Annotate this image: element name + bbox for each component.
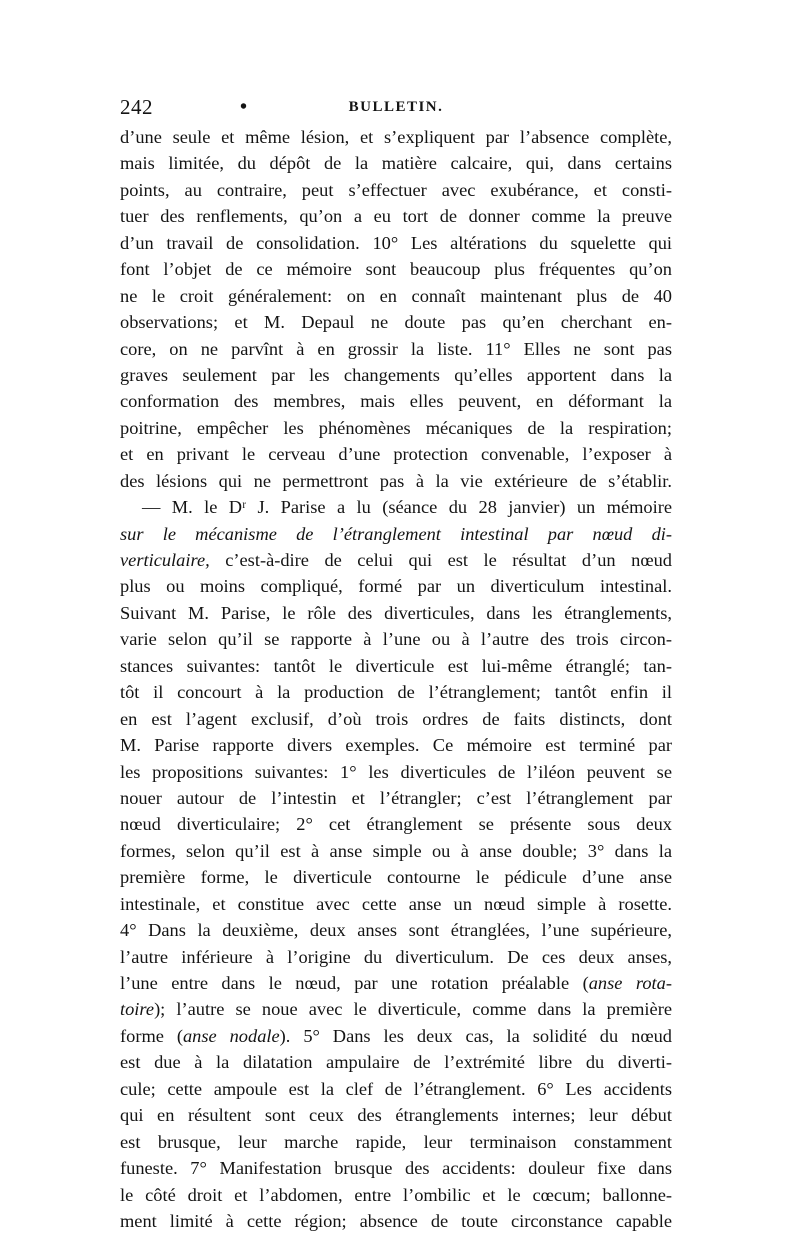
memoir-title-italic: sur le mécanisme de l’étranglement intestinal par nœud di- — [120, 523, 672, 544]
text-line: graves seulement par les changements qu’elles apportent dans la — [120, 364, 672, 385]
term-italic: anse rota- — [588, 973, 672, 993]
text-line: M. Parise rapporte divers exemples. Ce mémoire est terminé par — [120, 735, 672, 756]
text-line: et en privant le cerveau d’une protection convenable, l’exposer à — [120, 444, 672, 465]
text-line: mais limitée, du dépôt de la matière calcaire, qui, dans certains — [120, 153, 672, 174]
text-line: 4° Dans la deuxième, deux anses sont étranglées, l’une supérieure, — [120, 920, 672, 941]
text-line: formes, selon qu’il est à anse simple ou à anse double; 3° dans la — [120, 840, 672, 861]
text-line: ment limité à cette région; absence de toute circonstance capable — [120, 1210, 672, 1231]
header-separator-dot: • — [240, 96, 248, 118]
paragraph-start-line: — M. le Dʳ J. Parise a lu (séance du 28 janvier) un mémoire — [142, 497, 672, 518]
text-line: tôt il concourt à la production de l’étranglement; tantôt enfin il — [120, 682, 672, 703]
text-line: forme (anse nodale). 5° Dans les deux cas, la solidité du nœud — [120, 1025, 672, 1046]
text-line: plus ou moins compliqué, formé par un diverticulum intestinal. — [120, 576, 672, 597]
text-line: nœud diverticulaire; 2° cet étranglement se présente sous deux — [120, 814, 672, 835]
body-text — [120, 124, 672, 1234]
text-line: observations; et M. Depaul ne doute pas qu’en cherchant en- — [120, 312, 672, 333]
running-head — [120, 92, 672, 122]
text-line: en est l’agent exclusif, d’où trois ordres de faits distincts, dont — [120, 708, 672, 729]
text-line: funeste. 7° Manifestation brusque des accidents: douleur fixe dans — [120, 1158, 672, 1179]
text-line: conformation des membres, mais elles peuvent, en déformant la — [120, 391, 672, 412]
text-line: verticulaire, c’est-à-dire de celui qui est le résultat d’un nœud — [120, 550, 672, 570]
text-line: d’un travail de consolidation. 10° Les altérations du squelette qui — [120, 232, 672, 253]
text-line — [120, 521, 672, 547]
text-line: des lésions qui ne permettront pas à la vie extérieure de s’établir. — [120, 470, 672, 491]
memoir-title-italic: verticulaire, — [120, 550, 210, 570]
term-italic: toire — [120, 999, 155, 1020]
text-line: est brusque, leur marche rapide, leur terminaison constamment — [120, 1131, 672, 1152]
text-line: ne le croit généralement: on en connaît maintenant plus de 40 — [120, 285, 672, 306]
text-line: nouer autour de l’intestin et l’étrangler; c’est l’étranglement par — [120, 787, 672, 808]
book-page — [120, 92, 672, 1234]
text-line: font l’objet de ce mémoire sont beaucoup plus fréquentes qu’on — [120, 259, 672, 280]
text-line: d’une seule et même lésion, et s’expliquent par l’absence complète, — [120, 127, 672, 147]
text-line: première forme, le diverticule contourne le pédicule d’une anse — [120, 867, 672, 888]
page-number: 242 — [120, 95, 153, 119]
running-title: BULLETIN. — [348, 99, 444, 115]
text-line: qui en résultent sont ceux des étranglements internes; leur début — [120, 1105, 672, 1126]
text-line: le côté droit et l’abdomen, entre l’ombilic et le cœcum; ballonne- — [120, 1184, 672, 1205]
text-line: stances suivantes: tantôt le diverticule est lui-même étranglé; tan- — [120, 655, 672, 676]
text-line: varie selon qu’il se rapporte à l’une ou à l’autre des trois circon- — [120, 629, 672, 650]
term-italic: anse nodale — [182, 1025, 280, 1046]
text-line: core, on ne parvînt à en grossir la liste. 11° Elles ne sont pas — [120, 338, 672, 359]
text-line: cule; cette ampoule est la clef de l’étranglement. 6° Les accidents — [120, 1078, 672, 1099]
text-line: toire); l’autre se noue avec le diverticule, comme dans la première — [120, 999, 672, 1020]
text-line: l’autre inférieure à l’origine du diverticulum. De ces deux anses, — [120, 946, 672, 967]
text-line: points, au contraire, peut s’effectuer avec exubérance, et consti- — [120, 179, 672, 200]
text-line: les propositions suivantes: 1° les diverticules de l’iléon peuvent se — [120, 761, 672, 782]
text-line: tuer des renflements, qu’on a eu tort de donner comme la preuve — [120, 206, 672, 227]
text-line: est due à la dilatation ampulaire de l’extrémité libre du diverti- — [120, 1052, 672, 1073]
text-line: Suivant M. Parise, le rôle des diverticules, dans les étranglements, — [120, 602, 672, 623]
text-line: l’une entre dans le nœud, par une rotation préalable (anse rota- — [120, 973, 672, 993]
text-line: intestinale, et constitue avec cette anse un nœud simple à rosette. — [120, 893, 672, 914]
text-line: poitrine, empêcher les phénomènes mécaniques de la respiration; — [120, 417, 672, 438]
